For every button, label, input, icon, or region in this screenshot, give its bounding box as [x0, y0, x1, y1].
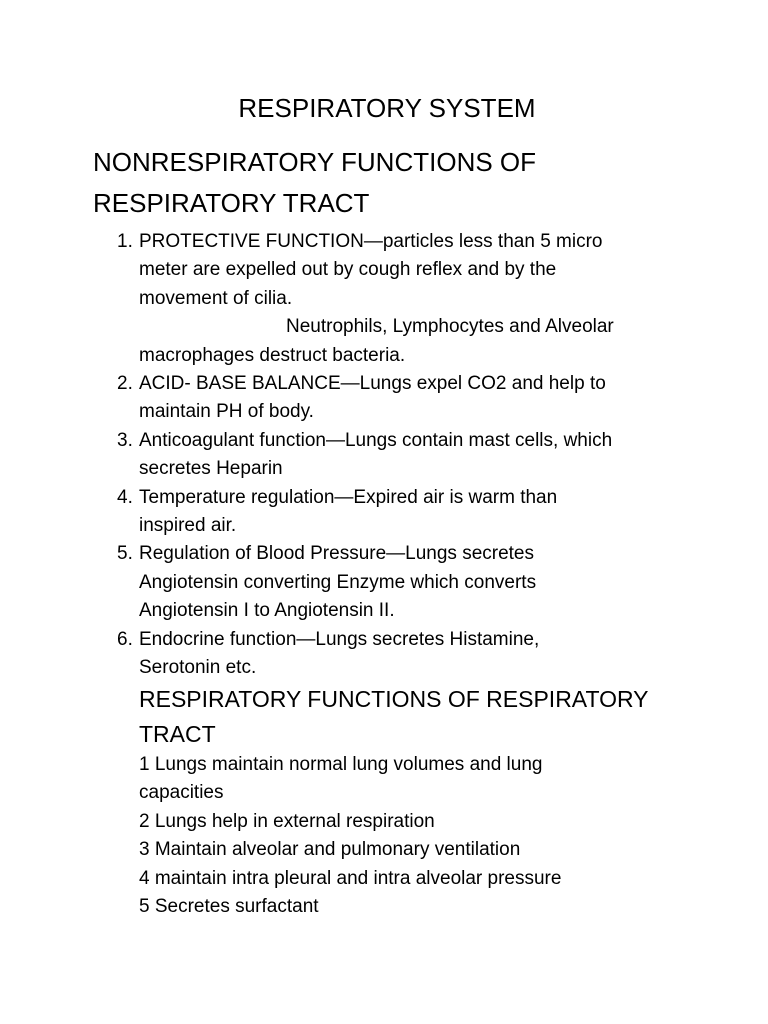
list-number: 2.: [117, 373, 133, 395]
list-line: maintain PH of body.: [139, 401, 314, 423]
list-line: capacities: [139, 782, 224, 804]
list-line: Angiotensin converting Enzyme which converts: [139, 571, 537, 593]
heading-line: RESPIRATORY TRACT: [93, 188, 370, 218]
list-line: ACID- BASE BALANCE—Lungs expel CO2 and help to: [139, 373, 606, 395]
list-line: Regulation of Blood Pressure—Lungs secretes: [139, 543, 535, 565]
heading-line: NONRESPIRATORY FUNCTIONS OF: [93, 147, 537, 177]
section-heading-respiratory: [139, 682, 739, 752]
nonrespiratory-list: [0, 228, 768, 683]
list-line: movement of cilia.: [139, 287, 293, 309]
list-number: 5.: [117, 543, 133, 565]
list-item: [0, 484, 768, 541]
list-line: Angiotensin I to Angiotensin II.: [139, 600, 395, 622]
list-item: [0, 540, 768, 625]
list-line: macrophages destruct bacteria.: [139, 344, 406, 366]
list-line: 2 Lungs help in external respiration: [139, 810, 435, 832]
list-line: Serotonin etc.: [139, 657, 257, 679]
page-title: RESPIRATORY SYSTEM: [238, 93, 536, 123]
list-line: Endocrine function—Lungs secretes Histamine,: [139, 628, 540, 650]
list-number: 6.: [117, 628, 133, 650]
list-line: PROTECTIVE FUNCTION—particles less than 5 micro: [139, 231, 603, 252]
heading-line: RESPIRATORY FUNCTIONS OF RESPIRATORY: [139, 686, 649, 712]
heading-line: TRACT: [139, 721, 216, 747]
list-line: meter are expelled out by cough reflex and by the: [139, 259, 557, 281]
list-line: 4 maintain intra pleural and intra alveolar pressure: [139, 867, 562, 889]
list-number: 3.: [117, 429, 133, 451]
list-number: 4.: [117, 486, 133, 508]
list-number: 1.: [117, 231, 133, 252]
list-item: [0, 427, 768, 484]
list-item: [0, 228, 768, 370]
respiratory-list: [139, 751, 739, 921]
list-item: [0, 370, 768, 427]
list-item: [0, 626, 768, 683]
list-line: Anticoagulant function—Lungs contain mast cells, which: [139, 429, 613, 451]
section-heading-nonrespiratory: [93, 142, 733, 224]
list-line: Temperature regulation—Expired air is warm than: [139, 486, 558, 508]
list-line: secretes Heparin: [139, 458, 283, 480]
list-line: 1 Lungs maintain normal lung volumes and lung: [139, 754, 543, 775]
list-line: Neutrophils, Lymphocytes and Alveolar: [286, 316, 614, 338]
list-line: inspired air.: [139, 515, 237, 537]
list-line: 5 Secretes surfactant: [139, 896, 319, 918]
list-line: 3 Maintain alveolar and pulmonary ventilation: [139, 839, 521, 861]
